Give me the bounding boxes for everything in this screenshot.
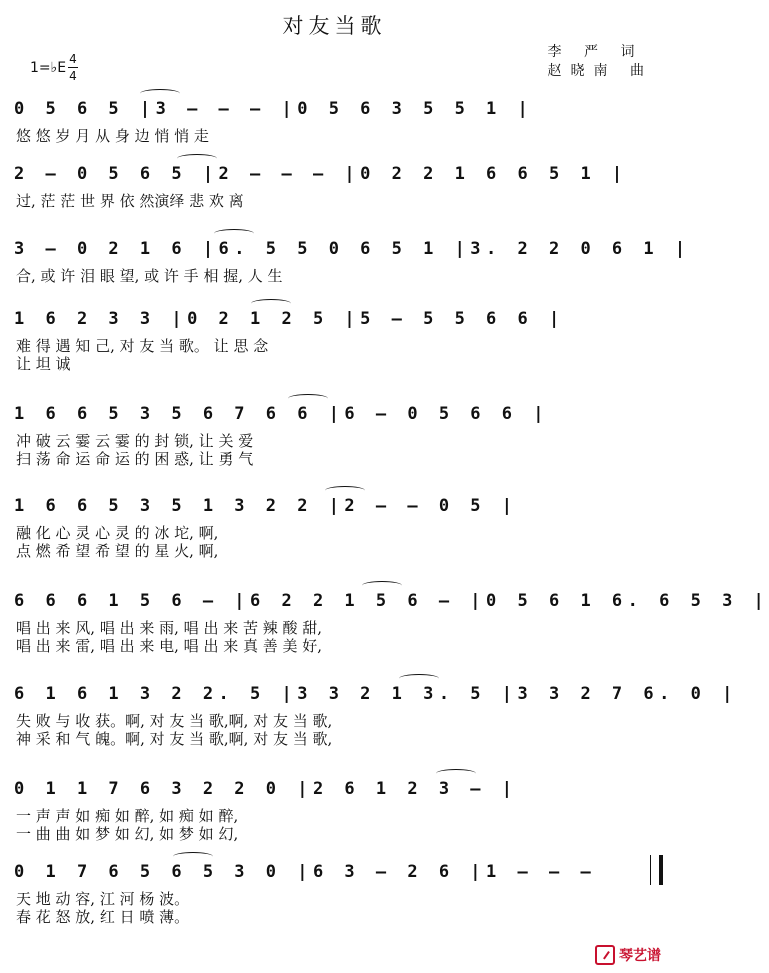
score-system [0, 775, 669, 855]
time-bottom: 4 [69, 69, 77, 83]
notation-line: 0 1 1 7 6 3 2 2 0 |2 6 1 2 3 – | [14, 779, 518, 799]
watermark-logo [595, 945, 661, 965]
slur-mark [288, 394, 328, 403]
page-title: 对友当歌 [282, 14, 387, 38]
lyric-line-2: 让 坦 诚 [16, 355, 71, 373]
score-system [0, 492, 669, 572]
time-signature [68, 53, 78, 82]
lyric-line-1: 一 声 声 如 痴 如 醉, 如 痴 如 醉, [16, 807, 239, 825]
watermark-text: 琴艺谱 [619, 948, 661, 964]
lyric-line-2: 点 燃 希 望 希 望 的 星 火, 啊, [16, 542, 219, 560]
credits [548, 43, 653, 81]
score-system [0, 680, 738, 760]
slur-mark [140, 89, 180, 98]
composer: 赵晓南 曲 [547, 63, 653, 79]
logo-icon [595, 945, 615, 965]
lyric-line-1: 天 地 动 容, 江 河 杨 波。 [16, 890, 190, 908]
notation-line: 6 1 6 1 3 2 2. 5 |3 3 2 1 3. 5 |3 3 2 7 6. 0 | [14, 684, 738, 704]
lyric-line-2: 唱 出 来 雷, 唱 出 来 电, 唱 出 来 真 善 美 好, [16, 637, 323, 655]
lyric-line-2: 扫 荡 命 运 命 运 的 困 惑, 让 勇 气 [16, 450, 254, 468]
slur-mark [436, 769, 476, 778]
lyric-line-1: 过, 茫 茫 世 界 依 然演绎 悲 欢 离 [16, 192, 244, 210]
slur-mark [173, 852, 213, 861]
score-system [0, 305, 669, 385]
slur-mark [177, 154, 217, 163]
notation-line: 3 – 0 2 1 6 |6. 5 5 0 6 5 1 |3. 2 2 0 6 1 | [14, 239, 691, 259]
lyric-line-1: 唱 出 来 风, 唱 出 来 雨, 唱 出 来 苦 辣 酸 甜, [16, 619, 323, 637]
slur-mark [399, 674, 439, 683]
slur-mark [362, 581, 402, 590]
lyric-line-1: 悠 悠 岁 月 从 身 边 悄 悄 走 [16, 127, 209, 145]
lyric-line-1: 冲 破 云 霎 云 霎 的 封 锁, 让 关 爱 [16, 432, 254, 450]
slur-mark [325, 486, 365, 495]
lyric-line-1: 融 化 心 灵 心 灵 的 冰 坨, 啊, [16, 524, 219, 542]
lyric-line-2: 神 采 和 气 魄。啊, 对 友 当 歌,啊, 对 友 当 歌, [16, 730, 333, 748]
time-top: 4 [69, 52, 77, 66]
notation-line: 1 6 6 5 3 5 1 3 2 2 |2 – – 0 5 | [14, 496, 518, 516]
lyricist: 李 严 词 [547, 44, 644, 60]
final-barline [650, 855, 663, 885]
notation-line: 0 1 7 6 5 6 5 3 0 |6 3 – 2 6 |1 – – – [14, 862, 597, 882]
key-signature [30, 52, 77, 83]
lyric-line-1: 合, 或 许 泪 眼 望, 或 许 手 相 握, 人 生 [16, 267, 283, 285]
notation-line: 2 – 0 5 6 5 |2 – – – |0 2 2 1 6 6 5 1 | [14, 164, 628, 184]
lyric-line-2: 春 花 怒 放, 红 日 喷 薄。 [16, 908, 190, 926]
lyric-line-1: 失 败 与 收 获。啊, 对 友 当 歌,啊, 对 友 当 歌, [16, 712, 333, 730]
notation-line: 0 5 6 5 |3 – – – |0 5 6 3 5 5 1 | [14, 99, 534, 119]
notation-line: 1 6 2 3 3 |0 2 1 2 5 |5 – 5 5 6 6 | [14, 309, 565, 329]
score-system [0, 235, 691, 315]
score-system [0, 400, 669, 480]
score-system [0, 160, 669, 240]
notation-line: 1 6 6 5 3 5 6 7 6 6 |6 – 0 5 6 6 | [14, 404, 549, 424]
lyric-line-1: 难 得 遇 知 己, 对 友 当 歌。 让 思 念 [16, 337, 269, 355]
notation-line: 6 6 6 1 5 6 – |6 2 2 1 5 6 – |0 5 6 1 6. 6 5 3 | [14, 591, 769, 611]
lyric-line-2: 一 曲 曲 如 梦 如 幻, 如 梦 如 幻, [16, 825, 239, 843]
slur-mark [214, 229, 254, 238]
score-system [0, 858, 669, 938]
score-system [0, 587, 769, 667]
slur-mark [251, 299, 291, 308]
key-label: 1=♭E [30, 60, 67, 76]
